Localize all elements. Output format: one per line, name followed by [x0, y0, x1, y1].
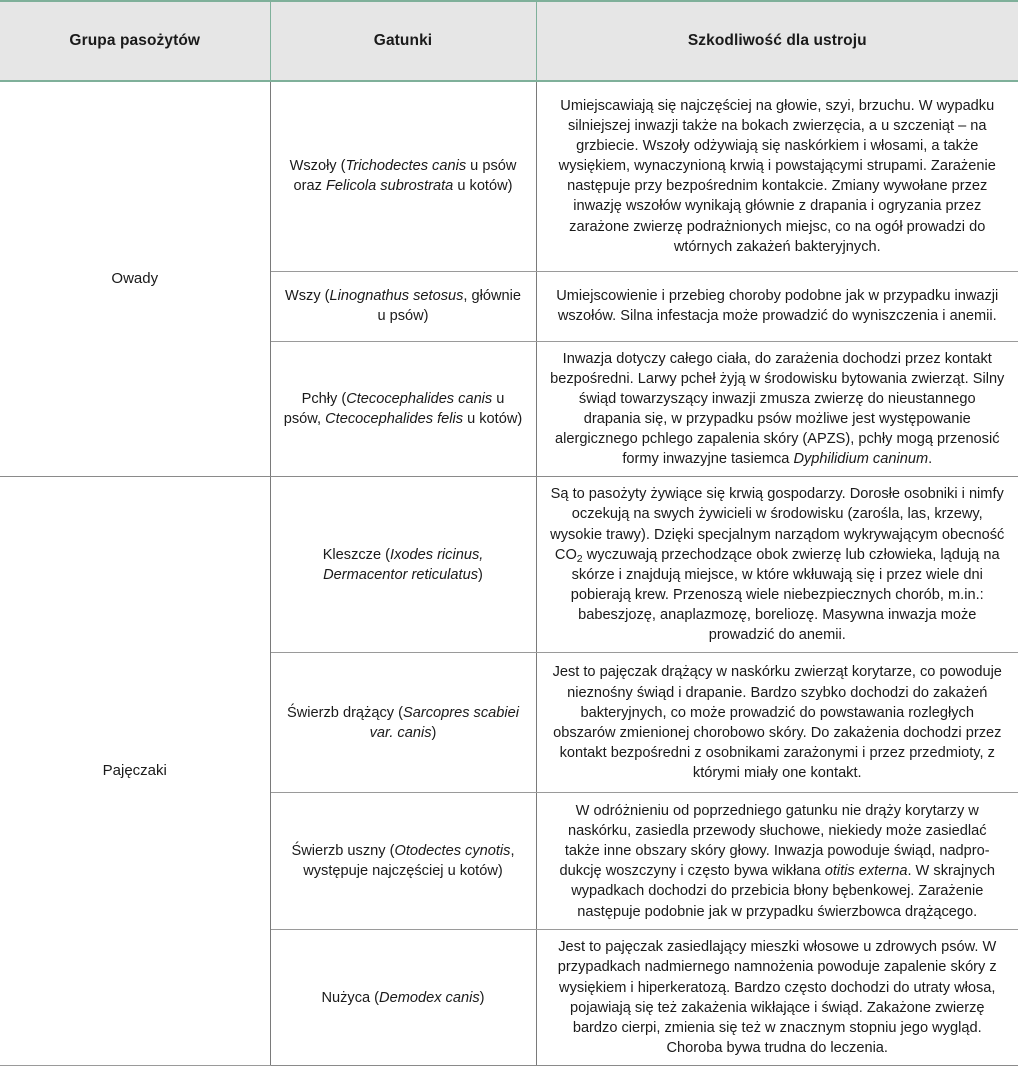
column-header-group: Grupa pasożytów [0, 1, 270, 81]
species-cell: Wszoły (Trichodectes canis u psów oraz Felicola subrostrata u kotów) [270, 81, 536, 271]
species-cell: Nużyca (Demodex canis) [270, 930, 536, 1066]
header-row [0, 1, 1018, 81]
table-row [0, 477, 1018, 653]
harm-description-cell: Inwazja dotyczy całego ciała, do zarażenia dochodzi przez kontakt bezpośredni. Larwy pcheł żyją w środowisku bytowania zwierząt. Silny świąd towarzyszący inwazji zmusza zwierzę do nieustannego drapania się, w przypadku psów możliwe jest występowanie alergicznego pchlego zapalenia skóry (APZS), pchły mogą przenosić formy inwazyjne tasiemca Dyphilidium caninum. [536, 341, 1018, 477]
parasite-group-cell [0, 81, 270, 477]
harm-description-cell: Jest to pajęczak drążący w naskórku zwierząt korytarze, co powoduje nieznośny świąd i drapanie. Bardzo szybko dochodzi do zakażeń bakteryjnych, co może prowadzić do powstawania rozległych obszarów zmienionej chorobowo skóry. Do zakażenia dochodzi przez kontakt bezpośredni z osobnikami zarażonymi i przez przedmioty, z którymi miały one kontakt. [536, 653, 1018, 793]
species-cell: Pchły (Ctecocephalides canis u psów, Ctecocephalides felis u kotów) [270, 341, 536, 477]
harm-description-cell: Są to pasożyty żywiące się krwią gospodarzy. Dorosłe osobniki i nimfy oczekują na swych żywicieli w środowisku (zarośla, las, krzewy, wysokie trawy). Dzięki specjalnym narządom wykrywającym obecność $CO_2$ wyczuwają przechodzące obok zwierzę lub człowieka, lądują na skórze i znajdują miejsce, w które wkłuwają się i przez wiele dni pobierają krew. Przenoszą wiele niebezpiecznych chorób, m.in.: babeszjozę, anaplazmozę, boreliozę. Masywna inwazja może prowadzić do anemii. [536, 477, 1018, 653]
table-header [0, 1, 1018, 81]
species-cell: Świerzb drążący (Sarcopres scabiei var. canis) [270, 653, 536, 793]
table-row [0, 81, 1018, 271]
harm-description-cell: Umiejscowienie i przebieg choroby podobne jak w przypadku inwazji wszołów. Silna infestacja może prowadzić do wyniszczenia i anemii. [536, 271, 1018, 341]
column-header-species: Gatunki [270, 1, 536, 81]
parasite-group-cell [0, 477, 270, 1066]
species-cell: Świerzb uszny (Otodectes cynotis, występuje najczęściej u kotów) [270, 793, 536, 930]
table-body [0, 81, 1018, 1066]
harm-description-cell: W odróżnieniu od poprzedniego gatunku nie drąży korytarzy w naskórku, zasiedla przewody słuchowe, niekiedy może zasiedlać także inne obszary skóry głowy. Inwazja powoduje świąd, nadpro-dukcję woszczyny i często bywa wikłana otitis externa. W skrajnych wypadkach dochodzi do przebicia błony bębenkowej. Zarażenie następuje podobnie jak w przypadku świerzbowca drążącego. [536, 793, 1018, 930]
harm-description-cell: Jest to pajęczak zasiedlający mieszki włosowe u zdrowych psów. W przypadkach nadmiernego namnożenia powoduje zapalenie skóry z wysiękiem i hiperkeratozą. Bardzo często dochodzi do utraty włosa, pojawiają się też zakażenia wikłające i świąd. Zakażone zwierzę bardzo cierpi, zmienia się też w znacznym stopniu jego wygląd. Choroba bywa trudna do leczenia. [536, 930, 1018, 1066]
species-cell: Wszy (Linognathus setosus, głównie u psów) [270, 271, 536, 341]
harm-description-cell: Umiejscawiają się najczęściej na głowie, szyi, brzuchu. W wypadku silniejszej inwazji także na bokach zwierzęcia, a u szczeniąt – na grzbiecie. Wszoły odżywiają się naskórkiem i włosami, a także wysiękiem, wynaczynioną krwią i powstającymi strupami. Zarażenie następuje przy bezpośrednim kontakcie. Zmiany wywołane przez inwazję wszołów wynikają głównie z drapania i ogryzania przez zarażone zwierzę podrażnionych miejsc, co na ogół prowadzi do wtórnych zakażeń bakteryjnych. [536, 81, 1018, 271]
parasite-group-label: Pajęczaki [102, 761, 167, 779]
species-cell: Kleszcze (Ixodes ricinus, Dermacentor reticulatus) [270, 477, 536, 653]
column-header-harm: Szkodliwość dla ustroju [536, 1, 1018, 81]
parasite-group-label: Owady [111, 269, 159, 287]
